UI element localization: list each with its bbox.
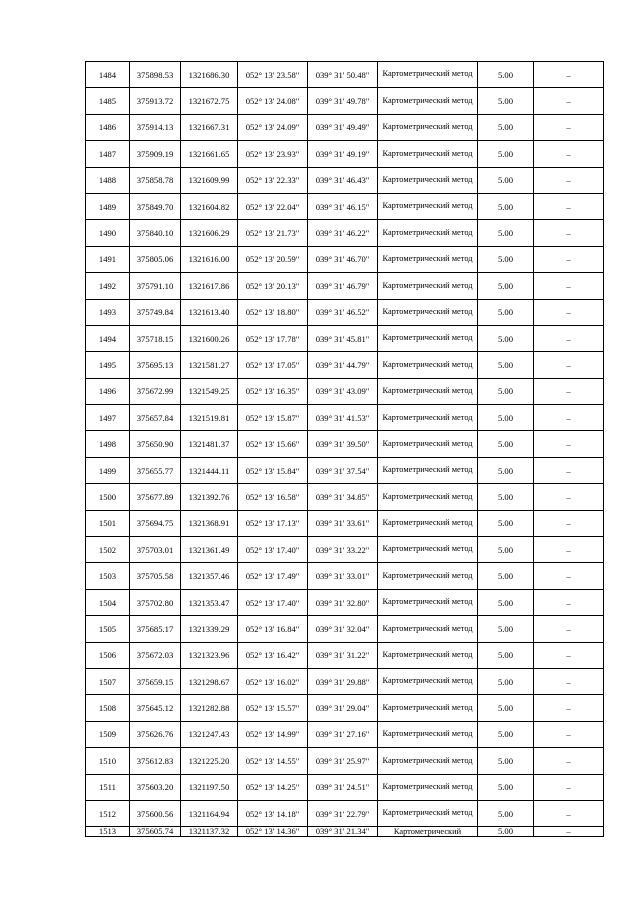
longitude-cell: 039° 31' 33.22" (308, 537, 378, 563)
y-coordinate-cell: 1321339.29 (181, 616, 238, 642)
point-number-cell: 1495 (86, 352, 130, 378)
table-row (86, 167, 604, 193)
note-cell: – (534, 774, 604, 800)
latitude-cell: 052° 13' 17.49" (238, 563, 308, 589)
coordinates-table (85, 61, 604, 837)
longitude-cell: 039° 31' 46.43" (308, 167, 378, 193)
x-coordinate-cell: 375705.58 (130, 563, 181, 589)
note-cell: – (534, 748, 604, 774)
x-coordinate-cell: 375685.17 (130, 616, 181, 642)
point-number-cell: 1509 (86, 721, 130, 747)
note-cell: – (534, 378, 604, 404)
y-coordinate-cell: 1321616.00 (181, 246, 238, 272)
table-row (86, 695, 604, 721)
x-coordinate-cell: 375645.12 (130, 695, 181, 721)
table-row (86, 721, 604, 747)
method-cell: Картометрический метод (378, 695, 478, 721)
table-row (86, 405, 604, 431)
table-row (86, 774, 604, 800)
longitude-cell: 039° 31' 22.79" (308, 800, 378, 826)
accuracy-cell: 5.00 (478, 220, 534, 246)
method-cell: Картометрический метод (378, 800, 478, 826)
method-cell: Картометрический метод (378, 193, 478, 219)
table-row (86, 352, 604, 378)
longitude-cell: 039° 31' 32.04" (308, 616, 378, 642)
latitude-cell: 052° 13' 17.05" (238, 352, 308, 378)
note-cell: – (534, 325, 604, 351)
table-row (86, 748, 604, 774)
table-row (86, 642, 604, 668)
latitude-cell: 052° 13' 22.33" (238, 167, 308, 193)
method-cell: Картометрический метод (378, 431, 478, 457)
latitude-cell: 052° 13' 14.36" (238, 827, 308, 837)
point-number-cell: 1492 (86, 273, 130, 299)
longitude-cell: 039° 31' 49.78" (308, 88, 378, 114)
longitude-cell: 039° 31' 44.79" (308, 352, 378, 378)
table-row (86, 246, 604, 272)
table-row (86, 193, 604, 219)
x-coordinate-cell: 375603.20 (130, 774, 181, 800)
table-row (86, 827, 604, 837)
note-cell: – (534, 484, 604, 510)
accuracy-cell: 5.00 (478, 774, 534, 800)
method-cell: Картометрический метод (378, 114, 478, 140)
method-cell: Картометрический метод (378, 246, 478, 272)
latitude-cell: 052° 13' 17.40" (238, 537, 308, 563)
method-cell: Картометрический метод (378, 616, 478, 642)
accuracy-cell: 5.00 (478, 431, 534, 457)
note-cell: – (534, 352, 604, 378)
table-row (86, 800, 604, 826)
y-coordinate-cell: 1321392.76 (181, 484, 238, 510)
latitude-cell: 052° 13' 18.80" (238, 299, 308, 325)
point-number-cell: 1496 (86, 378, 130, 404)
point-number-cell: 1505 (86, 616, 130, 642)
longitude-cell: 039° 31' 49.49" (308, 114, 378, 140)
longitude-cell: 039° 31' 33.01" (308, 563, 378, 589)
latitude-cell: 052° 13' 16.02" (238, 668, 308, 694)
table-row (86, 273, 604, 299)
x-coordinate-cell: 375909.19 (130, 141, 181, 167)
x-coordinate-cell: 375612.83 (130, 748, 181, 774)
point-number-cell: 1513 (86, 827, 130, 837)
latitude-cell: 052° 13' 16.58" (238, 484, 308, 510)
x-coordinate-cell: 375605.74 (130, 827, 181, 837)
y-coordinate-cell: 1321444.11 (181, 457, 238, 483)
note-cell: – (534, 431, 604, 457)
latitude-cell: 052° 13' 16.42" (238, 642, 308, 668)
point-number-cell: 1508 (86, 695, 130, 721)
method-cell: Картометрический метод (378, 721, 478, 747)
y-coordinate-cell: 1321600.26 (181, 325, 238, 351)
note-cell: – (534, 589, 604, 615)
note-cell: – (534, 800, 604, 826)
method-cell: Картометрический метод (378, 378, 478, 404)
note-cell: – (534, 642, 604, 668)
method-cell: Картометрический метод (378, 484, 478, 510)
y-coordinate-cell: 1321361.49 (181, 537, 238, 563)
accuracy-cell: 5.00 (478, 721, 534, 747)
note-cell: – (534, 246, 604, 272)
accuracy-cell: 5.00 (478, 616, 534, 642)
table-row (86, 668, 604, 694)
y-coordinate-cell: 1321519.81 (181, 405, 238, 431)
table-row (86, 114, 604, 140)
note-cell: – (534, 827, 604, 837)
y-coordinate-cell: 1321581.27 (181, 352, 238, 378)
longitude-cell: 039° 31' 31.22" (308, 642, 378, 668)
note-cell: – (534, 721, 604, 747)
y-coordinate-cell: 1321609.99 (181, 167, 238, 193)
note-cell: – (534, 114, 604, 140)
y-coordinate-cell: 1321481.37 (181, 431, 238, 457)
accuracy-cell: 5.00 (478, 642, 534, 668)
method-cell: Картометрический метод (378, 589, 478, 615)
note-cell: – (534, 273, 604, 299)
latitude-cell: 052° 13' 15.87" (238, 405, 308, 431)
longitude-cell: 039° 31' 24.51" (308, 774, 378, 800)
table-row (86, 299, 604, 325)
accuracy-cell: 5.00 (478, 299, 534, 325)
y-coordinate-cell: 1321357.46 (181, 563, 238, 589)
method-cell: Картометрический метод (378, 510, 478, 536)
y-coordinate-cell: 1321606.29 (181, 220, 238, 246)
accuracy-cell: 5.00 (478, 193, 534, 219)
accuracy-cell: 5.00 (478, 141, 534, 167)
y-coordinate-cell: 1321225.20 (181, 748, 238, 774)
table-row (86, 484, 604, 510)
accuracy-cell: 5.00 (478, 352, 534, 378)
accuracy-cell: 5.00 (478, 827, 534, 837)
x-coordinate-cell: 375718.15 (130, 325, 181, 351)
x-coordinate-cell: 375805.06 (130, 246, 181, 272)
y-coordinate-cell: 1321164.94 (181, 800, 238, 826)
longitude-cell: 039° 31' 50.48" (308, 62, 378, 88)
method-cell: Картометрический метод (378, 62, 478, 88)
accuracy-cell: 5.00 (478, 405, 534, 431)
x-coordinate-cell: 375655.77 (130, 457, 181, 483)
y-coordinate-cell: 1321549.25 (181, 378, 238, 404)
x-coordinate-cell: 375791.10 (130, 273, 181, 299)
point-number-cell: 1506 (86, 642, 130, 668)
point-number-cell: 1499 (86, 457, 130, 483)
note-cell: – (534, 62, 604, 88)
y-coordinate-cell: 1321197.50 (181, 774, 238, 800)
latitude-cell: 052° 13' 15.57" (238, 695, 308, 721)
accuracy-cell: 5.00 (478, 537, 534, 563)
method-cell: Картометрический метод (378, 563, 478, 589)
longitude-cell: 039° 31' 49.19" (308, 141, 378, 167)
x-coordinate-cell: 375840.10 (130, 220, 181, 246)
method-cell: Картометрический (378, 827, 478, 837)
accuracy-cell: 5.00 (478, 88, 534, 114)
method-cell: Картометрический метод (378, 88, 478, 114)
note-cell: – (534, 668, 604, 694)
latitude-cell: 052° 13' 17.13" (238, 510, 308, 536)
table-row (86, 220, 604, 246)
y-coordinate-cell: 1321617.86 (181, 273, 238, 299)
point-number-cell: 1510 (86, 748, 130, 774)
point-number-cell: 1484 (86, 62, 130, 88)
method-cell: Картометрический метод (378, 167, 478, 193)
point-number-cell: 1512 (86, 800, 130, 826)
y-coordinate-cell: 1321353.47 (181, 589, 238, 615)
point-number-cell: 1501 (86, 510, 130, 536)
latitude-cell: 052° 13' 23.58" (238, 62, 308, 88)
latitude-cell: 052° 13' 22.04" (238, 193, 308, 219)
latitude-cell: 052° 13' 24.09" (238, 114, 308, 140)
point-number-cell: 1488 (86, 167, 130, 193)
point-number-cell: 1490 (86, 220, 130, 246)
method-cell: Картометрический метод (378, 352, 478, 378)
latitude-cell: 052° 13' 24.08" (238, 88, 308, 114)
accuracy-cell: 5.00 (478, 510, 534, 536)
method-cell: Картометрический метод (378, 325, 478, 351)
x-coordinate-cell: 375749.84 (130, 299, 181, 325)
point-number-cell: 1493 (86, 299, 130, 325)
y-coordinate-cell: 1321667.31 (181, 114, 238, 140)
latitude-cell: 052° 13' 16.35" (238, 378, 308, 404)
x-coordinate-cell: 375600.56 (130, 800, 181, 826)
method-cell: Картометрический метод (378, 299, 478, 325)
accuracy-cell: 5.00 (478, 378, 534, 404)
x-coordinate-cell: 375650.90 (130, 431, 181, 457)
table-row (86, 457, 604, 483)
table-row (86, 563, 604, 589)
accuracy-cell: 5.00 (478, 167, 534, 193)
latitude-cell: 052° 13' 15.84" (238, 457, 308, 483)
accuracy-cell: 5.00 (478, 62, 534, 88)
note-cell: – (534, 220, 604, 246)
method-cell: Картометрический метод (378, 748, 478, 774)
note-cell: – (534, 88, 604, 114)
note-cell: – (534, 141, 604, 167)
accuracy-cell: 5.00 (478, 668, 534, 694)
accuracy-cell: 5.00 (478, 325, 534, 351)
latitude-cell: 052° 13' 23.93" (238, 141, 308, 167)
y-coordinate-cell: 1321298.67 (181, 668, 238, 694)
method-cell: Картометрический метод (378, 273, 478, 299)
y-coordinate-cell: 1321323.96 (181, 642, 238, 668)
point-number-cell: 1491 (86, 246, 130, 272)
y-coordinate-cell: 1321604.82 (181, 193, 238, 219)
point-number-cell: 1507 (86, 668, 130, 694)
x-coordinate-cell: 375672.99 (130, 378, 181, 404)
point-number-cell: 1489 (86, 193, 130, 219)
longitude-cell: 039° 31' 41.53" (308, 405, 378, 431)
longitude-cell: 039° 31' 46.22" (308, 220, 378, 246)
point-number-cell: 1511 (86, 774, 130, 800)
y-coordinate-cell: 1321661.65 (181, 141, 238, 167)
table-row (86, 62, 604, 88)
latitude-cell: 052° 13' 17.40" (238, 589, 308, 615)
method-cell: Картометрический метод (378, 774, 478, 800)
x-coordinate-cell: 375672.03 (130, 642, 181, 668)
longitude-cell: 039° 31' 46.79" (308, 273, 378, 299)
x-coordinate-cell: 375858.78 (130, 167, 181, 193)
accuracy-cell: 5.00 (478, 589, 534, 615)
table-row (86, 431, 604, 457)
accuracy-cell: 5.00 (478, 748, 534, 774)
table-row (86, 141, 604, 167)
longitude-cell: 039° 31' 45.81" (308, 325, 378, 351)
accuracy-cell: 5.00 (478, 114, 534, 140)
note-cell: – (534, 537, 604, 563)
x-coordinate-cell: 375659.15 (130, 668, 181, 694)
latitude-cell: 052° 13' 20.59" (238, 246, 308, 272)
note-cell: – (534, 695, 604, 721)
note-cell: – (534, 299, 604, 325)
accuracy-cell: 5.00 (478, 800, 534, 826)
latitude-cell: 052° 13' 14.25" (238, 774, 308, 800)
y-coordinate-cell: 1321672.75 (181, 88, 238, 114)
note-cell: – (534, 616, 604, 642)
table-row (86, 510, 604, 536)
note-cell: – (534, 457, 604, 483)
point-number-cell: 1485 (86, 88, 130, 114)
accuracy-cell: 5.00 (478, 457, 534, 483)
note-cell: – (534, 563, 604, 589)
table-row (86, 88, 604, 114)
longitude-cell: 039° 31' 39.50" (308, 431, 378, 457)
y-coordinate-cell: 1321368.91 (181, 510, 238, 536)
point-number-cell: 1504 (86, 589, 130, 615)
point-number-cell: 1494 (86, 325, 130, 351)
latitude-cell: 052° 13' 15.66" (238, 431, 308, 457)
point-number-cell: 1498 (86, 431, 130, 457)
longitude-cell: 039° 31' 46.52" (308, 299, 378, 325)
y-coordinate-cell: 1321613.40 (181, 299, 238, 325)
accuracy-cell: 5.00 (478, 484, 534, 510)
longitude-cell: 039° 31' 32.80" (308, 589, 378, 615)
longitude-cell: 039° 31' 34.85" (308, 484, 378, 510)
coordinates-table-body (86, 62, 604, 837)
note-cell: – (534, 167, 604, 193)
y-coordinate-cell: 1321282.88 (181, 695, 238, 721)
point-number-cell: 1497 (86, 405, 130, 431)
x-coordinate-cell: 375657.84 (130, 405, 181, 431)
x-coordinate-cell: 375898.53 (130, 62, 181, 88)
note-cell: – (534, 510, 604, 536)
latitude-cell: 052° 13' 14.18" (238, 800, 308, 826)
x-coordinate-cell: 375849.70 (130, 193, 181, 219)
x-coordinate-cell: 375702.80 (130, 589, 181, 615)
longitude-cell: 039° 31' 29.04" (308, 695, 378, 721)
longitude-cell: 039° 31' 25.97" (308, 748, 378, 774)
longitude-cell: 039° 31' 43.09" (308, 378, 378, 404)
latitude-cell: 052° 13' 21.73" (238, 220, 308, 246)
x-coordinate-cell: 375914.13 (130, 114, 181, 140)
point-number-cell: 1486 (86, 114, 130, 140)
x-coordinate-cell: 375703.01 (130, 537, 181, 563)
x-coordinate-cell: 375913.72 (130, 88, 181, 114)
table-row (86, 537, 604, 563)
y-coordinate-cell: 1321686.30 (181, 62, 238, 88)
latitude-cell: 052° 13' 14.55" (238, 748, 308, 774)
longitude-cell: 039° 31' 46.15" (308, 193, 378, 219)
x-coordinate-cell: 375694.75 (130, 510, 181, 536)
accuracy-cell: 5.00 (478, 246, 534, 272)
latitude-cell: 052° 13' 20.13" (238, 273, 308, 299)
x-coordinate-cell: 375626.76 (130, 721, 181, 747)
y-coordinate-cell: 1321247.43 (181, 721, 238, 747)
table-row (86, 378, 604, 404)
longitude-cell: 039° 31' 21.34" (308, 827, 378, 837)
point-number-cell: 1502 (86, 537, 130, 563)
x-coordinate-cell: 375695.13 (130, 352, 181, 378)
latitude-cell: 052° 13' 14.99" (238, 721, 308, 747)
accuracy-cell: 5.00 (478, 695, 534, 721)
table-row (86, 589, 604, 615)
method-cell: Картометрический метод (378, 405, 478, 431)
longitude-cell: 039° 31' 33.61" (308, 510, 378, 536)
method-cell: Картометрический метод (378, 220, 478, 246)
point-number-cell: 1487 (86, 141, 130, 167)
y-coordinate-cell: 1321137.32 (181, 827, 238, 837)
note-cell: – (534, 405, 604, 431)
longitude-cell: 039° 31' 37.54" (308, 457, 378, 483)
method-cell: Картометрический метод (378, 668, 478, 694)
table-row (86, 616, 604, 642)
point-number-cell: 1500 (86, 484, 130, 510)
method-cell: Картометрический метод (378, 141, 478, 167)
note-cell: – (534, 193, 604, 219)
x-coordinate-cell: 375677.89 (130, 484, 181, 510)
accuracy-cell: 5.00 (478, 563, 534, 589)
longitude-cell: 039° 31' 27.16" (308, 721, 378, 747)
method-cell: Картометрический метод (378, 457, 478, 483)
table-row (86, 325, 604, 351)
longitude-cell: 039° 31' 29.88" (308, 668, 378, 694)
latitude-cell: 052° 13' 17.78" (238, 325, 308, 351)
accuracy-cell: 5.00 (478, 273, 534, 299)
method-cell: Картометрический метод (378, 537, 478, 563)
method-cell: Картометрический метод (378, 642, 478, 668)
latitude-cell: 052° 13' 16.84" (238, 616, 308, 642)
longitude-cell: 039° 31' 46.70" (308, 246, 378, 272)
point-number-cell: 1503 (86, 563, 130, 589)
